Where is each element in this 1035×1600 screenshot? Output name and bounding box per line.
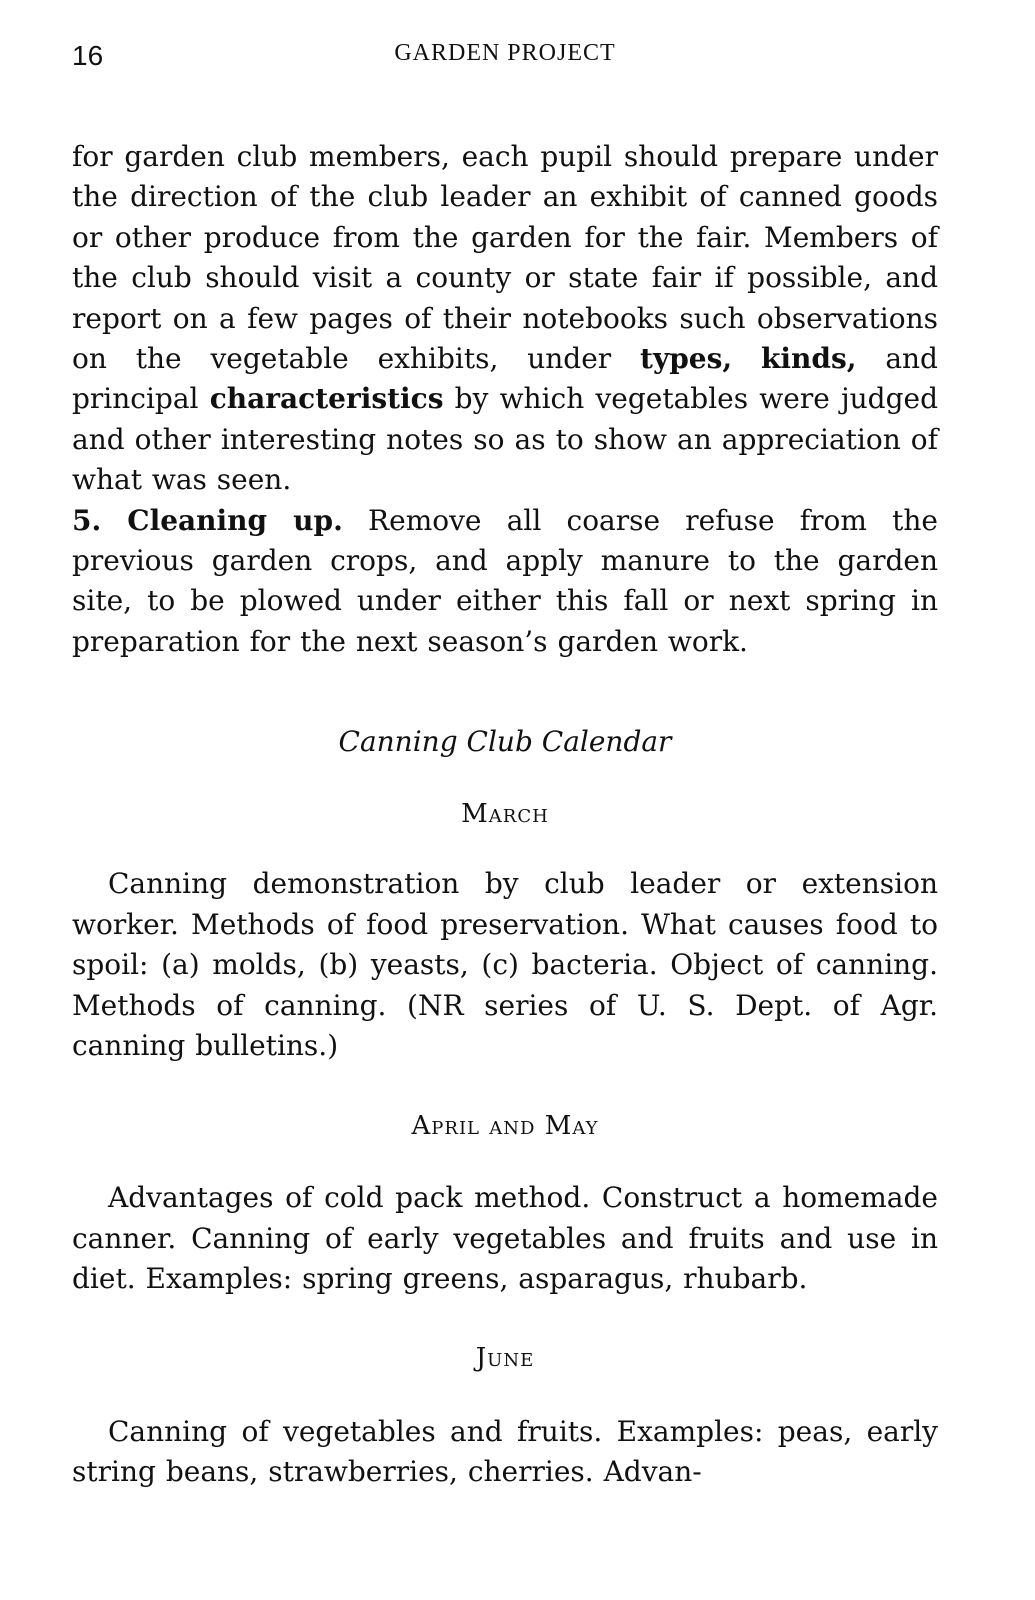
running-title: GARDEN PROJECT bbox=[394, 40, 616, 66]
page-number: 16 bbox=[72, 40, 104, 71]
cleaning-up-paragraph bbox=[72, 501, 938, 663]
book-page bbox=[72, 36, 938, 1492]
calendar-title: Canning Club Calendar bbox=[338, 725, 672, 759]
march-paragraph: Canning demonstration by club leader or extension worker. Methods of food preservation. What causes food to spoil: (a) molds, (b) yeasts, (c) bacteria. Object of canning. Methods of canning. (NR series of U. S. Dept. of Agr. canning bulletins.) bbox=[72, 867, 938, 1062]
cleaning-up-heading: 5. Cleaning up. bbox=[72, 503, 343, 537]
month-heading-april-may: April and May bbox=[411, 1111, 599, 1142]
bold-term-kinds: kinds, bbox=[760, 342, 857, 376]
month-heading-june: June bbox=[475, 1342, 535, 1373]
running-head bbox=[72, 36, 938, 80]
fair-exhibit-paragraph bbox=[72, 137, 938, 501]
bold-term-characteristics: characteristics bbox=[209, 382, 444, 416]
paragraph-space bbox=[732, 342, 761, 375]
april-may-paragraph: Advantages of cold pack method. Construct a homemade canner. Canning of early vegetables and fruits and use in diet. Examples: spring greens, asparagus, rhubarb. bbox=[72, 1181, 938, 1296]
paragraph-text: by which vegetables were judged and other interesting notes so as to show an appreciation of what was seen. bbox=[72, 382, 939, 497]
bold-term-types: types, bbox=[640, 342, 733, 376]
june-paragraph: Canning of vegetables and fruits. Examples: peas, early string beans, strawberries, cherries. Advan- bbox=[72, 1414, 938, 1488]
paragraph-text: for garden club members, each pupil should prepare under the direction of the club leader an exhibit of canned goods or other produce from the garden for the fair. Members of the club should visit a county or state fair if possible, and report on a few pages of their notebooks such observations on the vegetable exhibits, under bbox=[72, 140, 938, 376]
paragraph-text: Remove all coarse refuse from the previous garden crops, and apply manure to the garden site, to be plowed under either this fall or next spring in preparation for the next season’s garden work. bbox=[72, 503, 938, 658]
month-heading-march: March bbox=[461, 799, 549, 830]
paragraph-text: and principal bbox=[72, 342, 938, 416]
